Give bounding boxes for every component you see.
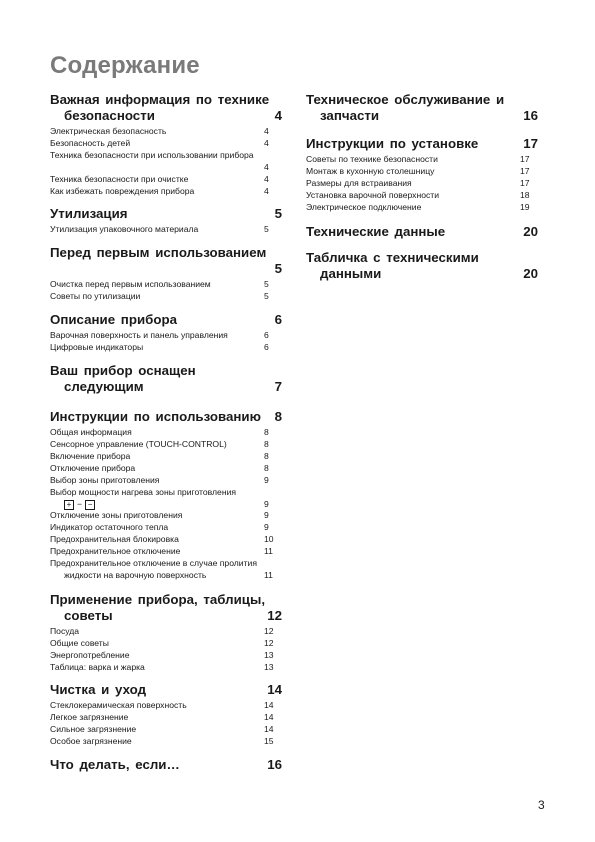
toc-item-page: 19 xyxy=(520,201,530,212)
toc-item-page: 14 xyxy=(264,712,274,723)
toc-section-page: 20 xyxy=(523,265,538,281)
toc-left-column xyxy=(50,92,282,785)
toc-item-title: Советы по технике безопасности xyxy=(306,154,438,164)
toc-section-page: 17 xyxy=(523,136,538,151)
toc-item-page: 14 xyxy=(264,700,274,711)
toc-item[interactable] xyxy=(50,126,282,138)
toc-section-page: 5 xyxy=(274,206,282,222)
toc-item-title: Энергопотребление xyxy=(50,649,130,660)
toc-section-page: 7 xyxy=(274,378,282,394)
toc-item[interactable] xyxy=(50,330,282,342)
toc-item-page xyxy=(264,150,282,162)
toc-section-heading-cont[interactable] xyxy=(50,108,282,124)
toc-item-title: Очистка перед первым использованием xyxy=(50,279,211,290)
toc-item-page: 6 xyxy=(264,330,269,341)
toc-item-page: 13 xyxy=(264,649,274,660)
toc-item-title: Монтаж в кухонную столешницу xyxy=(306,165,435,176)
toc-item[interactable] xyxy=(50,700,282,712)
toc-item-page: 12 xyxy=(264,625,274,636)
toc-item-title: Утилизация упаковочного материала xyxy=(50,224,199,235)
toc-item-title: Электрическое подключение xyxy=(306,201,422,212)
toc-item-page: 4 xyxy=(264,161,269,172)
toc-item-page: 17 xyxy=(520,154,530,164)
toc-item-page: 8 xyxy=(264,438,269,449)
toc-item-page: 4 xyxy=(264,173,269,184)
toc-section-heading[interactable] xyxy=(306,224,538,240)
toc-item[interactable] xyxy=(50,650,282,662)
toc-item-title: Сенсорное управление (TOUCH-CONTROL) xyxy=(50,438,227,449)
toc-item-page xyxy=(264,487,282,499)
toc-item-title: Цифровые индикаторы xyxy=(50,342,144,353)
toc-section-heading[interactable] xyxy=(306,250,538,266)
toc-item-title: Индикатор остаточного тепла xyxy=(50,522,169,533)
toc-item-title: Таблица: варка и жарка xyxy=(50,661,145,672)
toc-item-title: Как избежать повреждения прибора xyxy=(50,185,195,196)
toc-item[interactable] xyxy=(50,736,282,748)
toc-item-page: 6 xyxy=(264,342,269,353)
toc-item[interactable] xyxy=(50,638,282,650)
toc-item-page: 17 xyxy=(520,165,530,176)
toc-item-title: Выбор зоны приготовления xyxy=(50,474,160,485)
toc-item[interactable] xyxy=(50,712,282,724)
toc-item-title: Электрическая безопасность xyxy=(50,126,167,136)
toc-section-title: Инструкции по использованию xyxy=(50,408,261,424)
toc-item[interactable] xyxy=(50,475,282,487)
toc-item-title: Общие советы xyxy=(50,637,109,648)
toc-item-title: Установка варочной поверхности xyxy=(306,189,440,200)
toc-section-heading-cont[interactable] xyxy=(50,608,282,624)
toc-item[interactable] xyxy=(50,534,282,546)
toc-section-title: Что делать, если… xyxy=(50,757,180,773)
toc-item-page: 10 xyxy=(264,534,274,545)
toc-item[interactable] xyxy=(50,439,282,451)
toc-section-heading[interactable] xyxy=(50,363,282,379)
toc-item[interactable] xyxy=(50,558,282,570)
page-number: 3 xyxy=(538,798,545,812)
toc-item-page xyxy=(264,558,282,570)
page-title: Содержание xyxy=(50,52,200,79)
toc-section-title-cont: запчасти xyxy=(320,108,380,123)
toc-item[interactable] xyxy=(50,224,282,236)
toc-item[interactable] xyxy=(50,174,282,186)
toc-item[interactable] xyxy=(50,626,282,638)
toc-item-page: 9 xyxy=(264,522,269,533)
toc-item[interactable] xyxy=(50,463,282,475)
toc-item[interactable] xyxy=(50,451,282,463)
toc-item-page: 4 xyxy=(264,185,269,196)
toc-item-page: 9 xyxy=(264,510,269,521)
toc-item-title: Безопасность детей xyxy=(50,137,131,148)
toc-section-heading[interactable] xyxy=(50,409,282,425)
toc-section-heading[interactable] xyxy=(50,92,282,108)
toc-item-page: 11 xyxy=(264,546,273,557)
toc-item-page: 14 xyxy=(264,724,274,735)
toc-item[interactable] xyxy=(306,202,538,214)
toc-item[interactable] xyxy=(50,546,282,558)
toc-section-page: 5 xyxy=(274,261,282,277)
toc-section-heading[interactable] xyxy=(306,136,538,152)
toc-section-page: 8 xyxy=(274,408,282,424)
toc-item[interactable] xyxy=(306,178,538,190)
toc-item-title: Особое загрязнение xyxy=(50,736,132,747)
toc-section-page: 16 xyxy=(523,108,538,123)
toc-item-page: 5 xyxy=(264,291,269,302)
toc-item-page: 17 xyxy=(520,177,530,188)
toc-item-title: жидкости на варочную поверхность xyxy=(64,569,207,580)
toc-item-page: 9 xyxy=(264,499,269,510)
toc-section-page: 14 xyxy=(267,682,282,698)
toc-section-heading[interactable] xyxy=(50,757,282,773)
toc-section-page: 16 xyxy=(267,757,282,773)
toc-section-title: Важная информация по технике xyxy=(50,92,270,107)
toc-item-page: 15 xyxy=(264,736,274,747)
toc-item-page: 8 xyxy=(264,426,269,437)
toc-section-page: 20 xyxy=(523,223,538,239)
toc-section-title: Инструкции по установке xyxy=(306,136,479,151)
toc-section-heading-cont[interactable] xyxy=(50,261,282,277)
toc-item[interactable] xyxy=(50,487,282,499)
toc-item[interactable] xyxy=(50,724,282,736)
toc-section-title: Применение прибора, таблицы, xyxy=(50,591,266,607)
toc-item[interactable] xyxy=(50,342,282,354)
toc-item-title: Посуда xyxy=(50,625,80,636)
toc-item-title: Варочная поверхность и панель управления xyxy=(50,330,228,341)
toc-item-title xyxy=(50,162,264,174)
toc-item-page: 5 xyxy=(264,224,269,235)
toc-section-heading[interactable] xyxy=(50,682,282,698)
toc-section-page: 4 xyxy=(274,108,282,123)
toc-section-title-cont: безопасности xyxy=(64,108,155,123)
toc-item[interactable] xyxy=(50,522,282,534)
toc-item[interactable] xyxy=(50,427,282,439)
toc-section-title-cont: следующим xyxy=(64,378,144,394)
toc-item-title: Размеры для встраивания xyxy=(306,177,412,188)
toc-item-title: Предохранительное отключение в случае пролития xyxy=(50,558,258,569)
toc-item-title: Предохранительная блокировка xyxy=(50,534,179,545)
toc-right-column xyxy=(306,92,538,294)
toc-item-page: 18 xyxy=(520,189,530,200)
toc-item-title: Советы по утилизации xyxy=(50,291,141,302)
toc-item[interactable] xyxy=(306,190,538,202)
toc-item[interactable] xyxy=(50,162,282,174)
toc-section-page: 12 xyxy=(267,607,282,623)
toc-item[interactable] xyxy=(50,291,282,303)
toc-item-title: Техника безопасности при использовании прибора xyxy=(50,149,254,160)
toc-section-heading[interactable] xyxy=(50,245,282,261)
toc-item-title: Выбор мощности нагрева зоны приготовления xyxy=(50,486,237,497)
toc-item-title: Отключение зоны приготовления xyxy=(50,510,183,521)
toc-section-heading-cont[interactable] xyxy=(50,379,282,395)
toc-item-title: Сильное загрязнение xyxy=(50,724,137,735)
toc-item-page: 12 xyxy=(264,637,274,648)
toc-section-title: Табличка с техническими xyxy=(306,249,479,265)
toc-item-page: 11 xyxy=(264,569,273,580)
power-symbols xyxy=(50,498,95,510)
toc-section-heading-cont[interactable] xyxy=(306,108,538,124)
toc-section-heading[interactable] xyxy=(50,206,282,222)
dash: − xyxy=(77,499,83,510)
power-level-symbols-row[interactable] xyxy=(50,498,282,510)
toc-item[interactable] xyxy=(50,150,282,162)
toc-section-title: Утилизация xyxy=(50,206,128,222)
toc-item-page: 4 xyxy=(264,137,269,148)
toc-item[interactable] xyxy=(50,138,282,150)
toc-section-title: Перед первым использованием xyxy=(50,245,267,261)
toc-item-title: Включение прибора xyxy=(50,450,131,461)
toc-item-page: 8 xyxy=(264,450,269,461)
toc-section-title: Описание прибора xyxy=(50,312,177,328)
toc-section-heading[interactable] xyxy=(50,592,282,608)
toc-item-page: 9 xyxy=(264,474,269,485)
toc-item[interactable] xyxy=(50,279,282,291)
toc-item-title: Общая информация xyxy=(50,426,132,437)
toc-section-title: Техническое обслуживание и xyxy=(306,92,505,107)
toc-section-heading[interactable] xyxy=(50,312,282,328)
toc-item-page: 8 xyxy=(264,462,269,473)
toc-item[interactable] xyxy=(306,166,538,178)
toc-section-title: Чистка и уход xyxy=(50,682,147,698)
toc-item-page: 5 xyxy=(264,279,269,290)
toc-section-page: 6 xyxy=(274,312,282,328)
toc-item-page: 4 xyxy=(264,126,269,136)
toc-section-heading-cont[interactable] xyxy=(306,266,538,282)
toc-item-title: Стеклокерамическая поверхность xyxy=(50,700,187,711)
toc-item-title: Легкое загрязнение xyxy=(50,712,129,723)
toc-item[interactable] xyxy=(50,662,282,674)
toc-section-title: Технические данные xyxy=(306,223,446,239)
toc-section-heading[interactable] xyxy=(306,92,538,108)
toc-item[interactable] xyxy=(306,154,538,166)
toc-item[interactable] xyxy=(50,186,282,198)
toc-section-title-cont: данными xyxy=(320,265,382,281)
toc-section-title: Ваш прибор оснащен xyxy=(50,362,196,378)
toc-section-title-cont: советы xyxy=(64,607,113,623)
toc-item-title: Отключение прибора xyxy=(50,462,136,473)
plus-icon: + xyxy=(64,500,74,510)
toc-item-title: Предохранительное отключение xyxy=(50,546,181,557)
toc-item[interactable] xyxy=(50,570,282,582)
minus-icon: − xyxy=(85,500,95,510)
toc-item-title: Техника безопасности при очистке xyxy=(50,173,189,184)
toc-item[interactable] xyxy=(50,510,282,522)
toc-item-page: 13 xyxy=(264,661,274,672)
